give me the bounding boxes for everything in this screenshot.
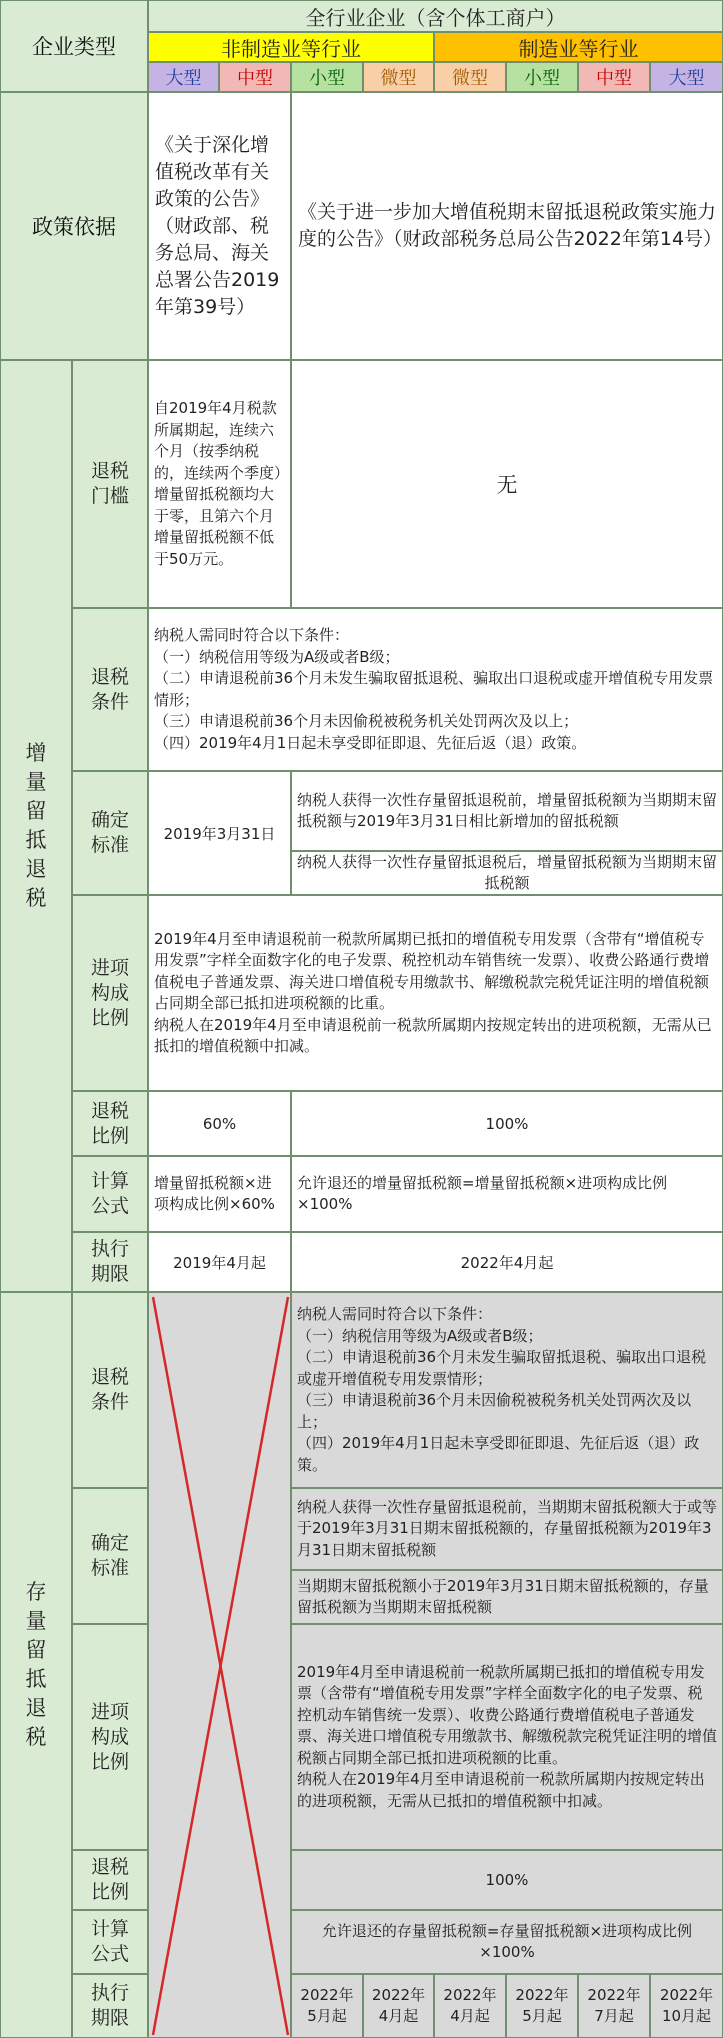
stock-formula-value	[291, 1910, 723, 1974]
incremental-ratio-label-text: 退税比例	[90, 1099, 129, 1147]
stock-composition-line: 2019年4月至申请退税前一税款所属期已抵扣的增值税专用发票（含带有“增值税专用发票”字样全面数字化的电子发票、税控机动车销售统一发票）、收费公路通行费增值税电子普通发票、海关进口增值税专用缴款书、解缴税款完税凭证注明的增值税额占同期全部已抵扣进项税额的比重。	[297, 1662, 718, 1767]
stock-not-applicable-cell	[148, 1292, 291, 2038]
stock-conditions-label	[72, 1292, 148, 1488]
stock-period-date: 2022年7月起	[587, 1986, 641, 2025]
size-small-right: 小型	[506, 62, 578, 92]
stock-ratio-label	[72, 1850, 148, 1910]
enterprise-type-header: 企业类型	[0, 0, 148, 92]
size-medium-right: 中型	[578, 62, 650, 92]
incremental-composition-label	[72, 895, 148, 1091]
size-micro-left: 微型	[363, 62, 434, 92]
stock-composition-label-text: 进项构成比例	[90, 1700, 129, 1773]
stock-period-small-mfg	[434, 1974, 506, 2038]
stock-period-date: 2022年5月起	[515, 1986, 569, 2025]
incremental-period-label	[72, 1232, 148, 1292]
incremental-formula-2019	[148, 1156, 291, 1232]
incremental-formula-2022	[291, 1156, 723, 1232]
stock-standard-top	[291, 1488, 723, 1570]
incremental-condition-line: （四）2019年4月1日起未享受即征即退、先征后返（退）政策。	[154, 733, 587, 752]
incremental-period-label-text: 执行期限	[90, 1238, 129, 1285]
incremental-formula-2022-text: 允许退还的增量留抵税额=增量留抵税额×进项构成比例×100%	[297, 1173, 668, 1213]
size-medium-left: 中型	[219, 62, 291, 92]
stock-period-large	[650, 1974, 723, 2038]
size-small-left: 小型	[291, 62, 363, 92]
policy-basis-label: 政策依据	[0, 92, 148, 360]
stock-condition-line: 纳税人需同时符合以下条件：	[297, 1305, 493, 1323]
threshold-label-text: 退税门槛	[90, 460, 129, 507]
size-micro-right: 微型	[434, 62, 506, 92]
incremental-composition-label-text: 进项构成比例	[90, 956, 129, 1029]
stock-standard-label	[72, 1488, 148, 1624]
stock-period-large-mfg	[578, 1974, 650, 2038]
stock-condition-line: （四）2019年4月1日起未享受即征即退、先征后返（退）政策。	[297, 1434, 700, 1474]
stock-composition-text	[291, 1624, 723, 1850]
stock-period-date: 2022年5月起	[300, 1986, 354, 2025]
stock-standard-bottom-text: 当期期末留抵税额小于2019年3月31日期末留抵税额的，存量留抵税额为当期期末留抵税额	[297, 1576, 709, 1616]
stock-condition-line: （三）申请退税前36个月未因偷税被税务机关处罚两次及以上；	[297, 1391, 692, 1431]
stock-period-micro-nonmfg	[291, 1974, 363, 2038]
incremental-condition-line: 纳税人需同时符合以下条件：	[154, 626, 350, 644]
incremental-formula-label	[72, 1156, 148, 1232]
incremental-standard-before-text: 纳税人获得一次性存量留抵退税前，增量留抵税额为当期期末留抵税额与2019年3月31日相比新增加的留抵税额	[297, 790, 718, 830]
stock-condition-line: （一）纳税信用等级为A级或者B级；	[297, 1326, 543, 1345]
cross-out-icon	[149, 1293, 291, 2038]
stock-conditions-label-text: 退税条件	[90, 1366, 129, 1413]
stock-formula-label	[72, 1910, 148, 1974]
stock-standard-bottom	[291, 1570, 723, 1624]
stock-period-date: 2022年10月起	[659, 1986, 714, 2025]
threshold-2022: 无	[291, 360, 723, 608]
manufacturing-header: 制造业等行业	[434, 32, 723, 62]
incremental-section-label	[0, 360, 72, 1292]
stock-conditions-text	[291, 1292, 723, 1488]
stock-formula-label-text: 计算公式	[90, 1918, 129, 1965]
incremental-standard-after	[291, 851, 723, 895]
incremental-composition-line: 2019年4月至申请退税前一税款所属期已抵扣的增值税专用发票（含带有“增值税专用发票”字样全面数字化的电子发票、税控机动车销售统一发票）、收费公路通行费增值税电子普通发票、海关进口增值税专用缴款书、解缴税款完税凭证注明的增值税额占同期全部已抵扣进项税额的比重。	[154, 929, 710, 1012]
incremental-formula-2019-text: 增量留抵税额×进项构成比例×60%	[154, 1173, 275, 1213]
stock-period-date: 2022年4月起	[371, 1986, 426, 2025]
stock-period-medium-mfg	[506, 1974, 578, 2038]
incremental-conditions-label	[72, 608, 148, 771]
policy-basis-2022	[291, 92, 723, 360]
threshold-2019-text: 自2019年4月税款所属期起，连续六个月（按季纳税的，连续两个季度）增量留抵税额均大于零，且第六个月增量留抵税额不低于50万元。	[154, 399, 282, 568]
incremental-formula-label-text: 计算公式	[90, 1170, 129, 1217]
stock-ratio-label-text: 退税比例	[90, 1856, 129, 1903]
incremental-condition-line: （二）申请退税前36个月未发生骗取留抵退税、骗取出口退税或虚开增值税专用发票情形；	[154, 669, 714, 709]
incremental-condition-line: （三）申请退税前36个月未因偷税被税务机关处罚两次及以上；	[154, 712, 579, 730]
threshold-label	[72, 360, 148, 608]
incremental-period-2019: 2019年4月起	[148, 1232, 291, 1292]
stock-composition-line: 纳税人在2019年4月至申请退税前一税款所属期内按规定转出的进项税额，无需从已抵扣的增值税额中扣减。	[297, 1770, 705, 1810]
size-large-left: 大型	[148, 62, 219, 92]
stock-period-label-text: 执行期限	[90, 1982, 129, 2029]
stock-condition-line: （二）申请退税前36个月未发生骗取留抵退税、骗取出口退税或虚开增值税专用发票情形；	[297, 1348, 707, 1388]
incremental-composition-line: 纳税人在2019年4月至申请退税前一税款所属期内按规定转出的进项税额，无需从已抵扣的增值税额中扣减。	[154, 1015, 712, 1055]
incremental-composition-text	[148, 895, 723, 1091]
incremental-standard-2019: 2019年3月31日	[148, 771, 291, 895]
stock-composition-label	[72, 1624, 148, 1850]
stock-section-text: 存量留抵退税	[25, 1580, 47, 1749]
incremental-ratio-label	[72, 1091, 148, 1156]
stock-standard-label-text: 确定标准	[90, 1532, 129, 1579]
incremental-standard-before	[291, 771, 723, 851]
non-manufacturing-header: 非制造业等行业	[148, 32, 434, 62]
stock-period-micro-mfg	[363, 1974, 434, 2038]
incremental-conditions-label-text: 退税条件	[90, 665, 129, 713]
all-industry-header: 全行业企业（含个体工商户）	[148, 0, 723, 32]
incremental-ratio-2019: 60%	[148, 1091, 291, 1156]
incremental-standard-label	[72, 771, 148, 895]
incremental-section-text: 增量留抵退税	[25, 741, 47, 910]
size-large-right: 大型	[650, 62, 723, 92]
stock-formula-value-text: 允许退还的存量留抵税额=存量留抵税额×进项构成比例×100%	[321, 1921, 693, 1961]
policy-basis-2019-text: 《关于深化增值税改革有关政策的公告》（财政部、税务总局、海关总署公告2019年第39号）	[155, 133, 280, 318]
stock-section-label	[0, 1292, 72, 2038]
stock-standard-top-text: 纳税人获得一次性存量留抵退税前，当期期末留抵税额大于或等于2019年3月31日期末留抵税额的，存量留抵税额为2019年3月31日期末留抵税额	[297, 1497, 718, 1559]
stock-ratio-value: 100%	[291, 1850, 723, 1910]
stock-period-label	[72, 1974, 148, 2038]
incremental-standard-label-text: 确定标准	[90, 809, 129, 856]
threshold-2019	[148, 360, 291, 608]
incremental-condition-line: （一）纳税信用等级为A级或者B级；	[154, 647, 400, 666]
incremental-period-2022: 2022年4月起	[291, 1232, 723, 1292]
stock-period-date: 2022年4月起	[443, 1986, 497, 2025]
policy-basis-2022-text: 《关于进一步加大增值税期末留抵退税政策实施力度的公告》（财政部税务总局公告2022年第14号）	[298, 201, 723, 250]
incremental-ratio-2022: 100%	[291, 1091, 723, 1156]
incremental-standard-after-text: 纳税人获得一次性存量留抵退税后，增量留抵税额为当期期末留抵税额	[297, 852, 718, 892]
incremental-conditions-text	[148, 608, 723, 771]
policy-basis-2019	[148, 92, 291, 360]
